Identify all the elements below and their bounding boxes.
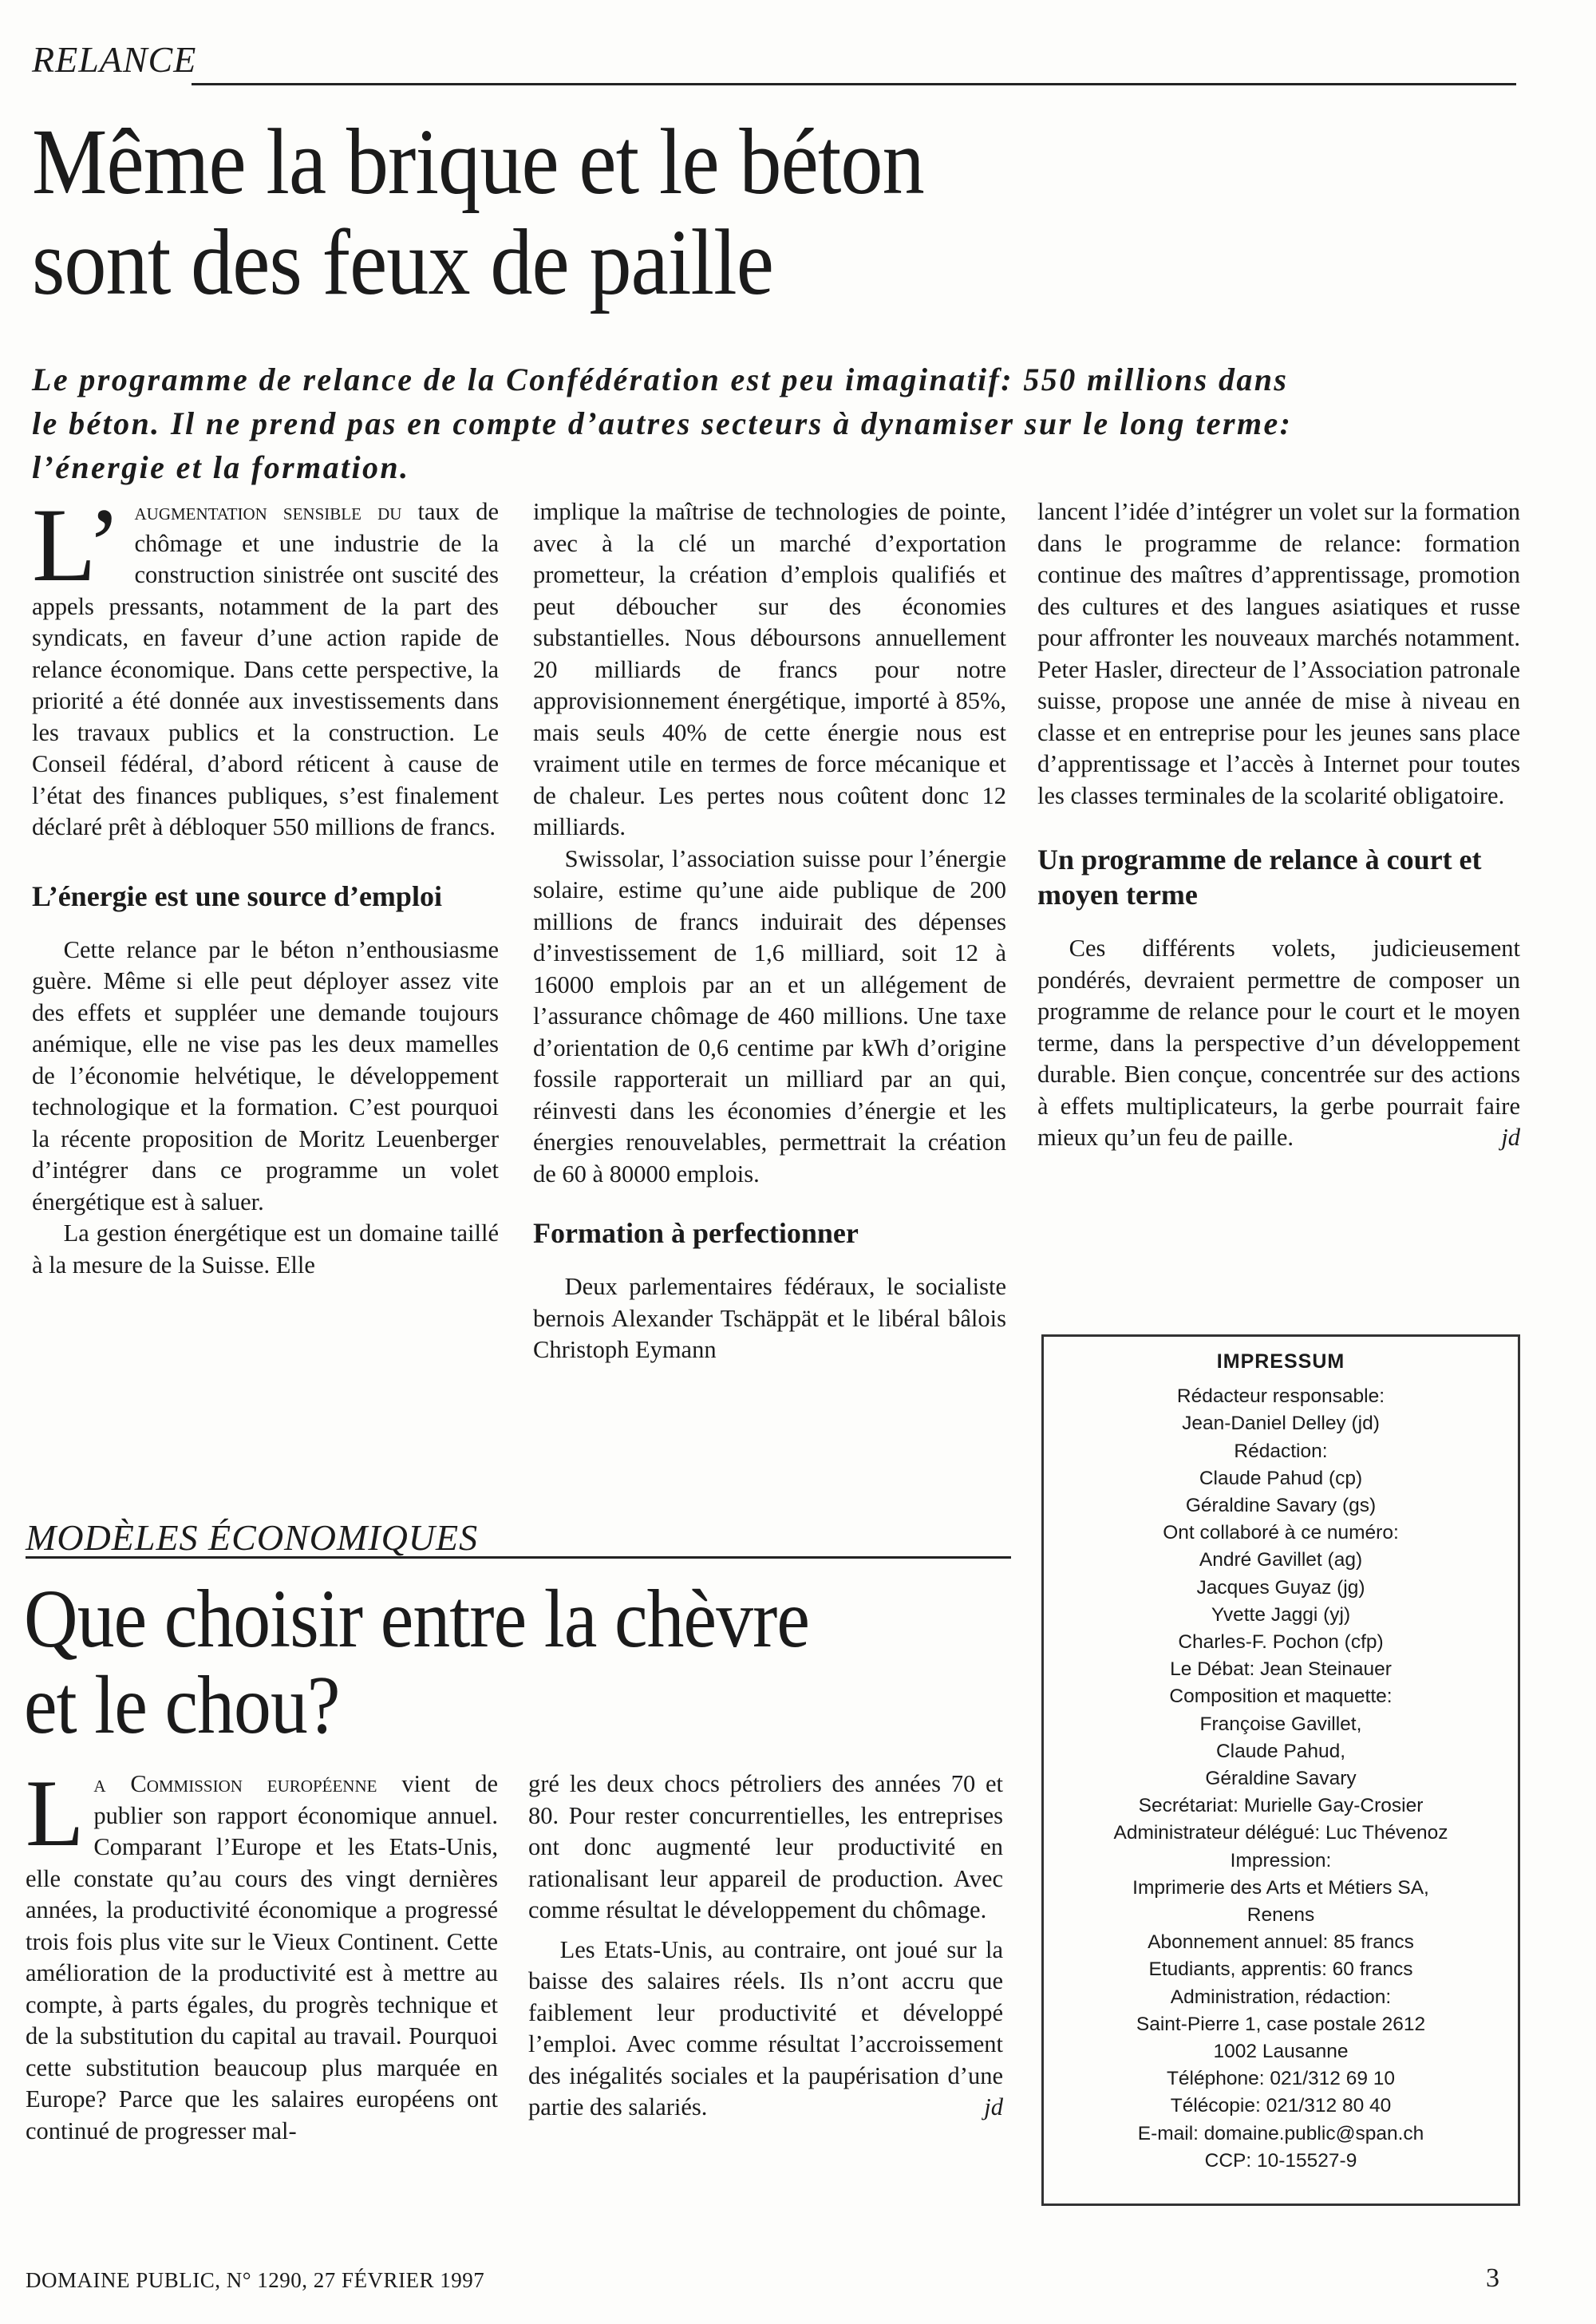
subheading-formation: Formation à perfectionner <box>533 1217 859 1249</box>
impressum-line: Jean-Daniel Delley (jd) <box>1182 1413 1380 1435</box>
subheading-energie: L’énergie est une source d’emploi <box>32 879 442 912</box>
section-label-modeles: MODÈLES ÉCONOMIQUES <box>26 1517 479 1558</box>
article1-column-2 <box>533 496 1006 1366</box>
impressum-line: CCP: 10-15527-9 <box>1204 2149 1357 2172</box>
impressum-line: Secrétariat: Murielle Gay-Crosier <box>1138 1795 1424 1817</box>
dropcap: L’ <box>32 486 122 603</box>
subheading-programme: Un programme de relance à court et moyen terme <box>1037 844 1482 911</box>
article1-column-3 <box>1037 496 1520 1154</box>
page-number: 3 <box>1486 2263 1500 2293</box>
article1-col1-para-1 <box>32 486 499 844</box>
article2-col1-para-1-text: vient de publier son rapport économique annuel. Comparant l’Europe et les Etats-Unis, elle constate qu’au cours des vingt dernières années, la productivité économique a progressé trois fois plus vite sur le Vieux Continent. Cette amélioration de la productivité est à mettre au compte, à parts égales, du progrès technique et de la substitution du capital au travail. Pourquoi cette substitution beaucoup plus marquée en Europe? Parce que les salaires européens ont continué de progresser mal- <box>26 1770 498 2144</box>
impressum-line: Géraldine Savary <box>1205 1768 1357 1790</box>
article2-col1-para-1 <box>26 1760 498 2147</box>
signature-jd-2: jd <box>984 2093 1003 2120</box>
article1-col3-para-1: lancent l’idée d’intégrer un volet sur la formation dans le programme de relance: formation continue des maîtres d’apprentissage, promotion des cultures et des langues asiatiques et russe pour affronter les nouveaux marchés notamment. Peter Hasler, directeur de l’Association patronale suisse, propose une année de mise à niveau en classe et en entreprise pour les jeunes sans place d’apprentissage et l’accès à Internet pour toutes les classes terminales de la scolarité obligatoire. <box>1037 498 1520 809</box>
impressum-line: André Gavillet (ag) <box>1199 1549 1363 1571</box>
impressum-line: Charles-F. Pochon (cfp) <box>1178 1631 1384 1654</box>
impressum-line: 1002 Lausanne <box>1213 2041 1349 2063</box>
impressum-line: Télécopie: 021/312 80 40 <box>1170 2095 1392 2117</box>
impressum-line: Ont collaboré à ce numéro: <box>1163 1522 1399 1544</box>
headline-1-line-1: Même la brique et le béton <box>32 109 924 214</box>
article1-col2-para-1: implique la maîtrise de technologies de pointe, avec à la clé un marché d’exportation prometteur, la création d’emplois qualifiés et peut déboucher sur des économies substantielles. Nous déboursons annuellement 20 milliards de francs pour notre approvisionnement énergétique, importé à 85%, mais seuls 40% de cette énergie nous est vraiment utile en termes de force mécanique et de chaleur. Les pertes nous coûtent donc 12 milliards. <box>533 498 1006 840</box>
impressum-line: Le Débat: Jean Steinauer <box>1170 1658 1392 1681</box>
impressum-line: Renens <box>1246 1904 1315 1927</box>
article1-col1-para-3: La gestion énergétique est un domaine taillé à la mesure de la Suisse. Elle <box>32 1219 499 1279</box>
impressum-line: Saint-Pierre 1, case postale 2612 <box>1136 2013 1426 2035</box>
smallcaps-opening: augmentation sensible du <box>134 498 402 525</box>
footer-publication: DOMAINE PUBLIC, N° 1290, 27 FÉVRIER 1997 <box>26 2268 485 2292</box>
impressum-line: Claude Pahud (cp) <box>1199 1467 1363 1489</box>
impressum-line: Jacques Guyaz (jg) <box>1196 1576 1365 1599</box>
smallcaps-opening-2: a Commission européenne <box>93 1770 377 1797</box>
article1-col3-para-2 <box>1037 933 1520 1154</box>
impressum-box <box>1041 1334 1520 2206</box>
impressum-line[interactable]: E-mail: domaine.public@span.ch <box>1137 2122 1424 2144</box>
impressum-line: Yvette Jaggi (yj) <box>1211 1603 1351 1626</box>
impressum-line: Composition et maquette: <box>1169 1686 1393 1708</box>
article1-col1-para-1-text: taux de chômage et une industrie de la construction sinistrée ont suscité des appels pressants, notamment de la part des syndicats, en faveur d’une action rapide de relance économique. Dans cette perspective, la priorité a été donnée aux investissements dans les travaux publics et la construction. Le Conseil fédéral, d’abord réticent à cause de l’état des finances publiques, s’est finalement déclaré prêt à débloquer 550 millions de francs. <box>32 498 499 840</box>
article2-col2-para-2 <box>528 1935 1003 2124</box>
impressum-line: Etudiants, apprentis: 60 francs <box>1148 1958 1413 1981</box>
article2-column-1 <box>26 1760 498 2147</box>
impressum-line: Impression: <box>1230 1849 1332 1871</box>
dropcap-2: L <box>26 1760 85 1866</box>
impressum-line: Rédaction: <box>1234 1440 1328 1462</box>
impressum-line: Géraldine Savary (gs) <box>1185 1495 1377 1517</box>
article1-col2-para-3: Deux parlementaires fédéraux, le socialiste bernois Alexander Tschäppät et le libéral bâlois Christoph Eymann <box>533 1273 1006 1363</box>
headline-2-line-2: et le chou? <box>24 1659 340 1751</box>
article1-col2-para-2: Swissolar, l’association suisse pour l’énergie solaire, estime qu’une aide publique de 200 millions de francs induirait des dépenses d’investissement de 1,6 milliard, soit 12 à 16000 emplois par an et un allégement de l’assurance chômage de 460 millions. Une taxe d’orientation de 0,6 centime par kWh d’origine fossile rapporterait un milliard par an qui, réinvesti dans les économies d’énergie et les énergies renouvelables, permettrait la création de 60 à 80000 emplois. <box>533 844 1006 1188</box>
impressum-lines <box>1044 1383 1518 2175</box>
headline-2 <box>24 1573 810 1751</box>
article1-column-1 <box>32 486 499 1281</box>
headline-1-line-2: sont des feux de paille <box>32 210 773 314</box>
impressum-line: Abonnement annuel: 85 francs <box>1148 1931 1414 1954</box>
section-rule <box>192 83 1516 85</box>
section-rule-2 <box>26 1556 1011 1559</box>
impressum-line: Rédacteur responsable: <box>1176 1385 1385 1408</box>
impressum-line: Administration, rédaction: <box>1170 1986 1392 2008</box>
lead-paragraph: Le programme de relance de la Confédération est peu imaginatif: 550 millions dans le béton. Il ne prend pas en compte d’autres secteurs à dynamiser sur le long terme: l’énergie et la formation. <box>32 362 1293 485</box>
impressum-line: Administrateur délégué: Luc Thévenoz <box>1113 1822 1448 1844</box>
article2-col2-para-2-text: Les Etats-Unis, au contraire, ont joué sur la baisse des salaires réels. Ils n’ont accru que faiblement leur productivité et développé l’emploi. Avec comme résultat l’accroissement des inégalités sociales et la paupérisation d’une partie des salariés. <box>528 1935 1003 2120</box>
impressum-line: Claude Pahud, <box>1215 1740 1346 1762</box>
impressum-line: Imprimerie des Arts et Métiers SA, <box>1132 1876 1429 1899</box>
article2-column-2 <box>528 1769 1003 2124</box>
article1-col3-para-2-text: Ces différents volets, judicieusement pondérés, devraient permettre de composer un programme de relance pour le court et le moyen terme, dans la perspective d’un développement durable. Bien conçue, concentrée sur des actions à effets multiplicateurs, la gerbe pourrait faire mieux qu’un feu de paille. <box>1037 935 1520 1151</box>
impressum-line: Françoise Gavillet, <box>1199 1713 1362 1735</box>
impressum-title: IMPRESSUM <box>1216 1350 1345 1373</box>
headline-2-line-1: Que choisir entre la chèvre <box>24 1573 810 1665</box>
headline-1 <box>32 109 924 314</box>
article1-col1-para-2: Cette relance par le béton n’enthousiasme guère. Même si elle peut déployer assez vite des effets et suppléer une demande toujours anémique, elle ne vise pas les deux mamelles de l’économie helvétique, le développement technologique et la formation. C’est pourquoi la récente proposition de Moritz Leuenberger d’intégrer dans ce programme un volet énergétique est à saluer. <box>32 935 499 1215</box>
impressum-line: Téléphone: 021/312 69 10 <box>1166 2068 1396 2090</box>
signature-jd-1: jd <box>1501 1124 1520 1151</box>
section-label-relance: RELANCE <box>32 39 197 80</box>
article2-col2-para-1: gré les deux chocs pétroliers des années 70 et 80. Pour rester concurrentielles, les entreprises ont donc augmenté leur productivité en rationalisant leur appareil de production. Avec comme résultat le développement du chômage. <box>528 1770 1003 1923</box>
